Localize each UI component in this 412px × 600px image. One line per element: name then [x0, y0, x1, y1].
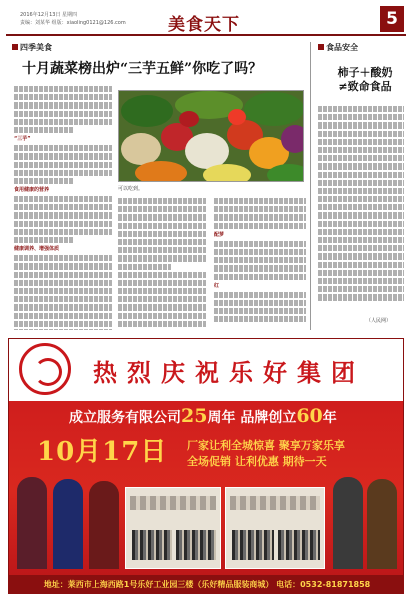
section-marker-icon	[12, 44, 18, 50]
side-article-body	[318, 104, 404, 316]
issue-date: 2016年12月13日 星期四	[20, 12, 78, 18]
ad-photo-strip	[15, 473, 399, 569]
page-number: 5	[380, 6, 404, 32]
ad-line-part: 周年 品牌创立	[207, 410, 297, 426]
ad-line-part: 年	[322, 410, 337, 426]
side-title-line1: 柿子＋酸奶	[337, 66, 393, 79]
ad-slogan: 全场促销 让利优惠 期待一天	[187, 455, 327, 468]
ad-address-bar: 地址：莱西市上海西路1号乐好工业园三楼（乐好精品服装商城） 电话：0532-81871858	[9, 575, 404, 594]
section-title: 美食天下	[168, 15, 240, 35]
article-headline: 十月蔬菜榜出炉“三芋五鲜”你吃了吗？	[22, 61, 263, 77]
photo-caption: 可以吃到。	[118, 186, 144, 192]
ad-slogan: 厂家让利全城惊喜 聚享万家乐享	[187, 439, 345, 452]
ad-event-date: 10月17日	[37, 437, 168, 467]
left-section-label: 四季美食	[20, 43, 52, 52]
advertisement	[8, 338, 404, 594]
model-photo	[89, 481, 119, 569]
right-section-label: 食品安全	[326, 43, 358, 52]
ad-line-part: 成立服务有限公司	[69, 410, 181, 426]
editor-credit: 责编：刘某华 组版：xiaoling0121@126.com	[20, 20, 126, 26]
article-column-3	[214, 196, 306, 330]
section-marker-icon	[318, 44, 324, 50]
left-section-tag	[12, 42, 52, 53]
side-article-title	[326, 66, 404, 94]
column-divider	[310, 42, 311, 330]
vegetables-photo	[118, 90, 304, 182]
article-column-2	[118, 196, 206, 330]
ad-anniversary-line	[69, 405, 337, 427]
ad-headline: 热烈庆祝乐好集团	[93, 358, 365, 387]
article-subhead: 健康调养、增强体质	[14, 246, 60, 253]
article-subhead: 食用健康的营养	[14, 187, 50, 194]
store-interior-photo	[225, 487, 325, 569]
right-section-tag	[318, 42, 358, 53]
page-header	[6, 4, 406, 36]
model-photo	[17, 477, 47, 569]
model-photo	[367, 479, 397, 569]
article-subhead: “三芋”	[14, 136, 31, 143]
vegetables-illustration	[119, 91, 304, 182]
store-interior-photo	[125, 487, 221, 569]
model-photo	[53, 479, 83, 569]
ad-years-brand: 60	[296, 405, 323, 427]
side-article-byline: （人民网）	[366, 318, 392, 324]
article-column-1	[14, 84, 112, 330]
company-logo-icon	[19, 343, 71, 395]
side-title-line2: ≠致命食品	[338, 80, 392, 93]
article-subhead: 配萝	[214, 231, 225, 238]
model-photo	[333, 477, 363, 569]
article-subhead: 红	[214, 282, 220, 289]
ad-years-company: 25	[181, 405, 208, 427]
